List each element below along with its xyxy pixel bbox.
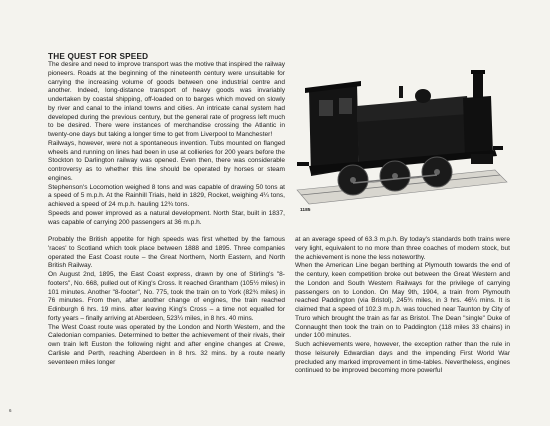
paragraph: Speeds and power improved as a natural development. North Star, built in 1837, was capable of carrying 200 passengers at 36 m.p.h.	[48, 209, 285, 226]
paragraph: The West Coast route was operated by the London and North Western, and the Caledonian companies. Determined to better the achievement of their rivals, their own train left Euston the following night and after engine changes at Crewe, Carlisle and Perth, reaching Aberdeen in 8 hrs. 32 mins. by a route nearly seventeen miles longer	[48, 323, 285, 366]
left-column-bottom	[48, 236, 285, 367]
right-column	[295, 236, 510, 376]
smokebox	[463, 96, 493, 158]
buffer	[297, 162, 309, 166]
paragraph: Such achievements were, however, the exception rather than the rule in those leisurely Edwardian days and the impending First World War precluded any marked improvement in time-tables. Nevertheless, engines continued to be improved becoming more powerful	[295, 341, 510, 375]
paragraph: When the American Line began berthing at Plymouth towards the end of the century, keen competition broke out between the Great Western and the London and South Western Railways for the privilege of carrying passengers on to London. On May 9th, 1904, a train from Plymouth reached Paddington (via Bristol), 245¾ miles, in 3 hrs. 46¼ mins. It is claimed that a speed of 102.3 m.p.h. was touched near Taunton by City of Truro which brought the train as far as Bristol. The Dean "single" Duke of Connaught then took the train on to Paddington (118 miles 33 chains) in under 100 minutes.	[295, 262, 510, 340]
paragraph: Stephenson's Locomotion weighed 8 tons and was capable of drawing 50 tons at a speed of 5 m.p.h. At the Rainhill Trials, held in 1829, Rocket, weighing 4¼ tons, achieved a speed of 24 m.p.h. hauling 12¾ tons.	[48, 183, 285, 208]
left-column-top	[48, 61, 285, 227]
wheel-hub	[434, 169, 440, 175]
locomotive-illustration	[295, 62, 509, 226]
page-title: THE QUEST FOR SPEED	[48, 52, 149, 61]
paragraph: On August 2nd, 1895, the East Coast express, drawn by one of Stirling's "8-footers", No. 668, pulled out of King's Cross. It reached Grantham (105½ miles) in 101 minutes. Another "8-footer", No. 775, took the train on to York (82¾ miles) in 76 minutes. From then, after another change of engines, the train reached Edinburgh 6 hrs. 19 mins. after leaving King's Cross – a time not equalled for forty years – finally arriving at Aberdeen, 523¼ miles, in 8 hrs. 40 mins.	[48, 271, 285, 322]
paragraph: at an average speed of 63.3 m.p.h. By today's standards both trains were very light, equivalent to no more than three coaches of modern stock, but the achievement is none the less noteworthy.	[295, 236, 510, 261]
paragraph: Railways, however, were not a spontaneous invention. Tubs mounted on flanged wheels and running on lines had been in use at collieries for 200 years before the Stockton to Darlington railway was opened. Even then, there was considerable controversy as to whether this line should be operated by horses or steam engines.	[48, 139, 285, 182]
paragraph: The desire and need to improve transport was the motive that inspired the railway pioneers. Roads at the beginning of the nineteenth century were unsuitable for carrying the increasing volume of goods between one industrial centre and another. Indeed, long-distance transport of heavy goods was invariably undertaken by coastal shipping, off-loaded on to barges which moved on slowly by river and canal to the inland towns and cities. An intricate canal system had developed during the previous century, but the general rate of progress left much to be desired. There were instances of merchandise crossing the Atlantic in twenty-one days but taking a longer time to get from Liverpool to Manchester!	[48, 61, 285, 138]
paragraph: Probably the British appetite for high speeds was first whetted by the famous 'races' to Scotland which took place between 1888 and 1895. Three companies operated the East Coast route – the Great Northern, North Eastern, and North British Railway.	[48, 236, 285, 270]
cab-window	[339, 98, 352, 114]
chimney	[473, 72, 483, 98]
dome	[415, 89, 431, 103]
photo-caption: 1185	[300, 208, 311, 213]
cab	[309, 84, 359, 176]
locomotive-photo	[295, 62, 509, 226]
cab-window	[319, 100, 333, 116]
cylinder	[471, 154, 493, 164]
page-number: 6	[9, 408, 12, 413]
whistle	[399, 86, 403, 98]
buffer	[493, 146, 503, 150]
chimney-cap	[471, 70, 485, 74]
